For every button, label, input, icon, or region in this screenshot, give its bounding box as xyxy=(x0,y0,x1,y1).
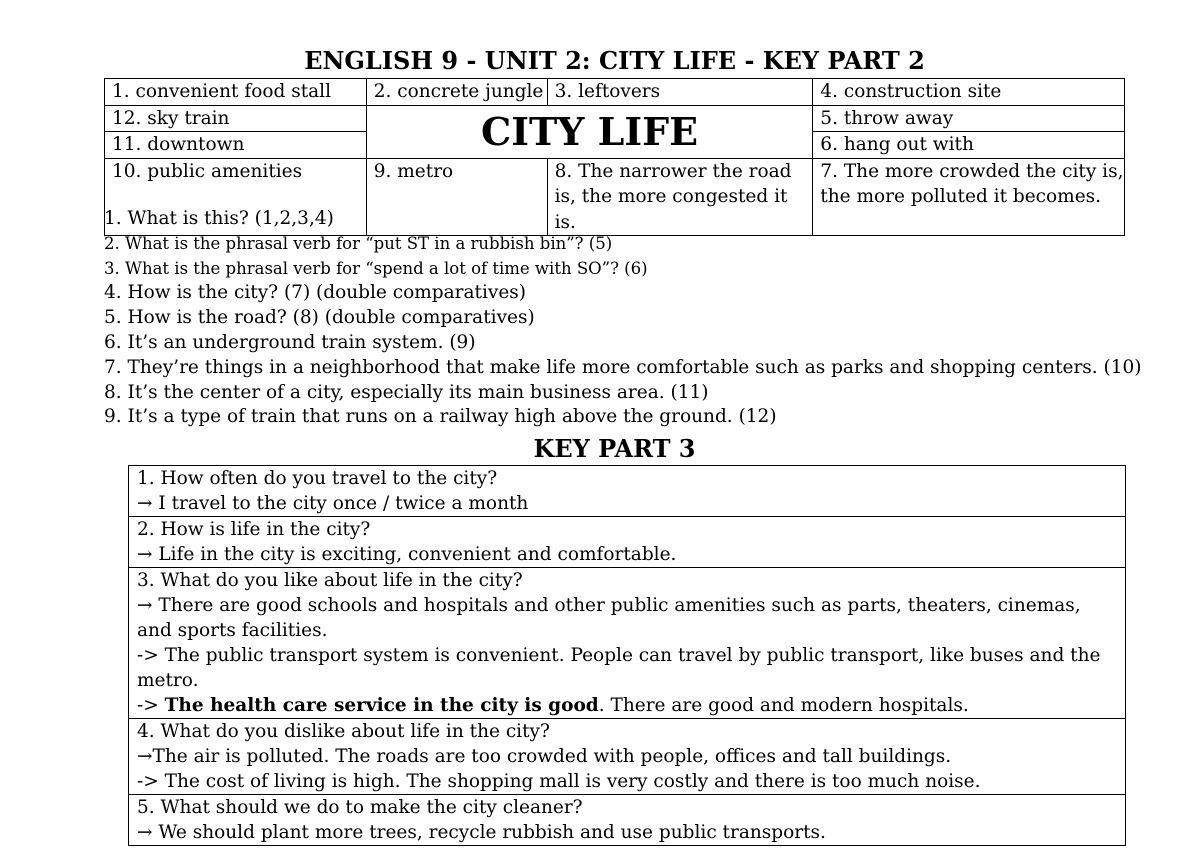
answer-line: → There are good schools and hospitals and other public amenities such as parts, theaters, cinemas, and sports facilities. xyxy=(137,595,1081,641)
question-item: 5. How is the road? (8) (double comparatives) xyxy=(104,307,535,329)
grid-cell-4: 4. construction site xyxy=(813,79,1125,106)
grid-cell-8: 8. The narrower the road is, the more congested it is. xyxy=(547,158,813,236)
grid-cell-5: 5. throw away xyxy=(813,105,1125,132)
grid-cell-11: 11. downtown xyxy=(105,132,367,159)
answer-block xyxy=(129,466,1126,517)
answer-prefix: -> xyxy=(137,695,165,716)
answer-line: → Life in the city is exciting, convenient and comfortable. xyxy=(137,544,677,565)
answer-question: 3. What do you like about life in the city? xyxy=(137,570,523,591)
answer-question: 5. What should we do to make the city cleaner? xyxy=(137,797,583,818)
answer-line: → I travel to the city once / twice a month xyxy=(137,493,529,514)
answers-table xyxy=(128,465,1126,846)
question-item: 3. What is the phrasal verb for “spend a lot of time with SO”? (6) xyxy=(104,258,648,278)
question-item: 8. It’s the center of a city, especially its main business area. (11) xyxy=(104,381,709,403)
document-title: ENGLISH 9 - UNIT 2: CITY LIFE - KEY PART 2 xyxy=(304,46,925,75)
grid-cell-6: 6. hang out with xyxy=(813,132,1125,159)
grid-center-title: CITY LIFE xyxy=(366,105,813,158)
answer-line: -> The cost of living is high. The shopping mall is very costly and there is too much noise. xyxy=(137,771,981,792)
question-item: 4. How is the city? (7) (double comparatives) xyxy=(104,282,526,304)
answer-question: 2. How is life in the city? xyxy=(137,519,371,540)
answer-rest-text: . There are good and modern hospitals. xyxy=(598,695,969,716)
question-item: 2. What is the phrasal verb for “put ST in a rubbish bin”? (5) xyxy=(104,233,613,253)
grid-cell-3: 3. leftovers xyxy=(547,79,813,106)
grid-cell-2: 2. concrete jungle xyxy=(366,79,547,106)
answer-block xyxy=(129,795,1126,846)
answer-line: → We should plant more trees, recycle rubbish and use public transports. xyxy=(137,822,826,843)
answer-line: -> The public transport system is convenient. People can travel by public transport, like buses and the metro. xyxy=(137,645,1101,691)
grid-cell-1: 1. convenient food stall xyxy=(105,79,367,106)
question-list xyxy=(104,207,1142,430)
grid-cell-10: 10. public amenities xyxy=(105,158,367,236)
question-item: 9. It’s a type of train that runs on a railway high above the ground. (12) xyxy=(104,406,777,428)
question-item: 6. It’s an underground train system. (9) xyxy=(104,331,476,353)
answer-block xyxy=(129,568,1126,719)
answer-line: →The air is polluted. The roads are too crowded with people, offices and tall buildings. xyxy=(137,746,952,767)
answer-block xyxy=(129,719,1126,795)
question-item: 7. They’re things in a neighborhood that make life more comfortable such as parks and shopping centers. (10) xyxy=(104,356,1142,378)
answer-question: 1. How often do you travel to the city? xyxy=(137,468,498,489)
grid-cell-12: 12. sky train xyxy=(105,105,367,132)
section-heading-key-part-3: KEY PART 3 xyxy=(533,434,696,463)
answer-block xyxy=(129,517,1126,568)
grid-cell-9: 9. metro xyxy=(366,158,547,236)
answer-bold-text: The health care service in the city is good xyxy=(164,695,599,716)
question-item: 1. What is this? (1,2,3,4) xyxy=(104,208,334,229)
grid-cell-7: 7. The more crowded the city is, the more polluted it becomes. xyxy=(813,158,1125,236)
answer-line xyxy=(137,693,1117,718)
answer-question: 4. What do you dislike about life in the city? xyxy=(137,721,550,742)
